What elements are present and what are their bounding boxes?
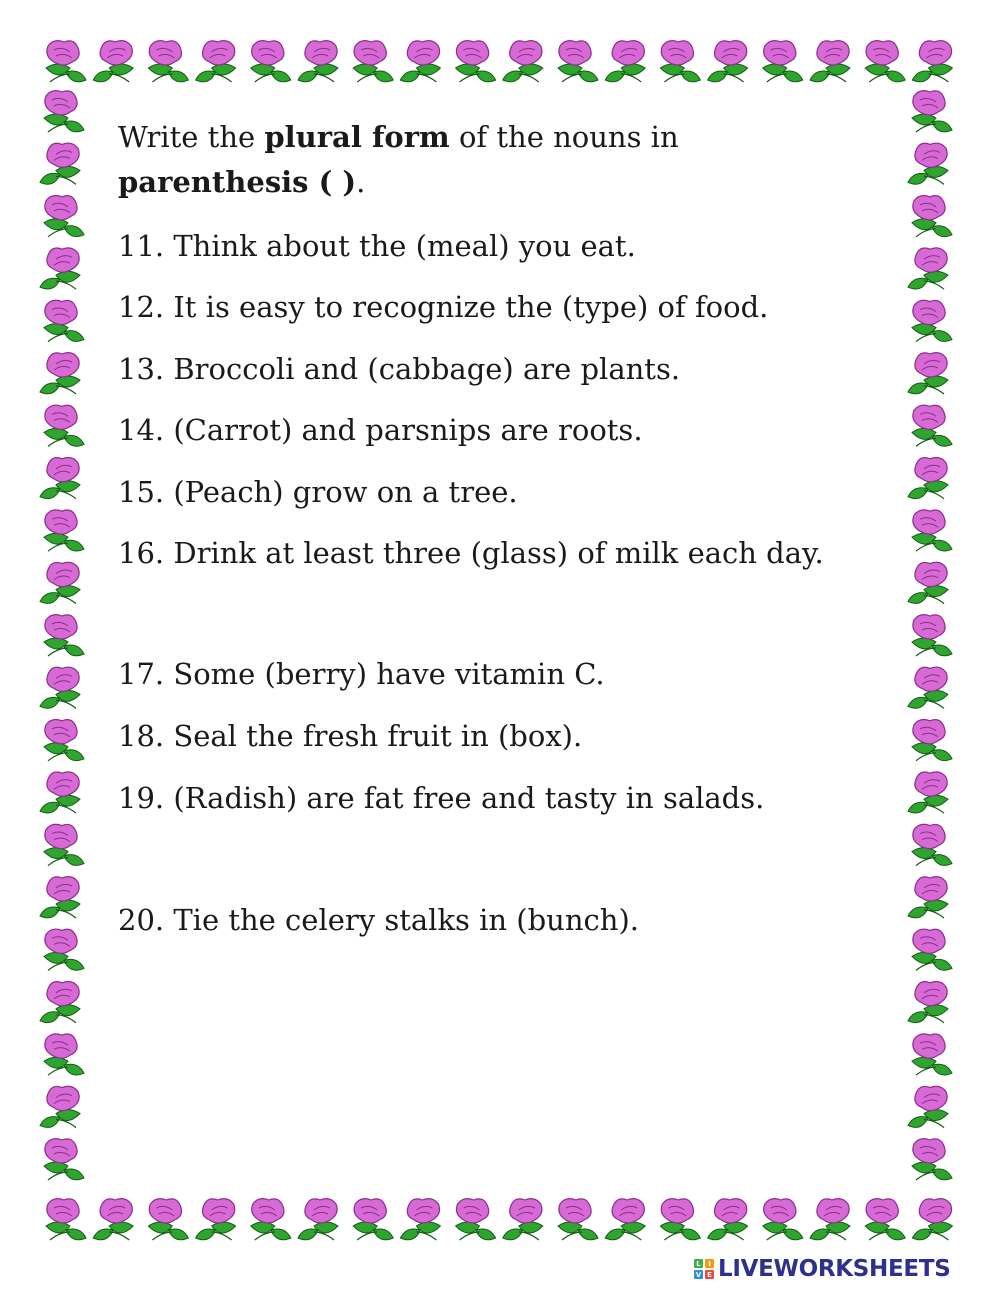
flower-icon [865,41,905,82]
flower-border-bottom [40,1196,960,1246]
flower-icon [40,877,80,918]
question-14: 14. (Carrot) and parsnips are roots. [118,413,643,447]
flower-icon [251,1199,291,1240]
flower-icon [503,41,543,82]
flower-icon [456,1199,496,1240]
flower-icon [708,1199,748,1240]
flower-icon [44,1139,84,1180]
flower-icon [912,91,952,132]
flower-icon [912,1139,952,1180]
question-19: 19. (Radish) are fat free and tasty in salads. [118,781,765,815]
flower-border-top [40,38,960,88]
flower-icon [660,41,700,82]
instruction-middle: of the nouns in [449,120,679,154]
flower-icon [865,1199,905,1240]
flower-icon [763,41,803,82]
question-12: 12. It is easy to recognize the (type) of food. [118,290,769,324]
instruction-text [118,115,888,205]
flower-icon [660,1199,700,1240]
flower-icon [456,41,496,82]
flower-icon [40,981,80,1022]
question-11: 11. Think about the (meal) you eat. [118,229,636,263]
flower-icon [40,248,80,289]
flower-icon [558,41,598,82]
flower-icon [298,41,338,82]
instruction-bold-plural-form: plural form [264,120,450,154]
worksheet-content [118,115,888,937]
flower-icon [251,41,291,82]
question-16: 16. Drink at least three (glass) of milk each day. [118,536,824,570]
flower-icon [196,41,236,82]
flower-icon [503,1199,543,1240]
liveworksheets-logo-icon [694,1259,714,1279]
flower-icon [708,41,748,82]
flower-icon [912,510,952,551]
flower-icon [908,1086,948,1127]
flower-icon [908,143,948,184]
flower-icon [763,1199,803,1240]
question-18: 18. Seal the fresh fruit in (box). [118,719,583,753]
question-15: 15. (Peach) grow on a tree. [118,475,518,509]
flower-icon [44,719,84,760]
flower-icon [44,510,84,551]
flower-icon [44,824,84,865]
flower-icon [810,1199,850,1240]
flower-icon [148,41,188,82]
flower-icon [44,929,84,970]
watermark-text: LIVEWORKSHEETS [718,1256,951,1282]
instruction-bold-parenthesis: parenthesis ( ) [118,165,357,199]
flower-icon [400,41,440,82]
flower-icon [46,1199,86,1240]
flower-icon [40,457,80,498]
instruction-prefix: Write the [118,120,265,154]
flower-icon [44,1034,84,1075]
flower-icon [148,1199,188,1240]
question-13: 13. Broccoli and (cabbage) are plants. [118,352,681,386]
flower-icon [912,615,952,656]
flower-icon [558,1199,598,1240]
flower-icon [908,457,948,498]
flower-icon [40,1086,80,1127]
flower-icon [912,824,952,865]
logo-letter-l: L [694,1259,703,1268]
flower-icon [196,1199,236,1240]
flower-icon [912,195,952,236]
logo-letter-e: E [705,1270,714,1279]
flower-icon [908,353,948,394]
question-17: 17. Some (berry) have vitamin C. [118,657,605,691]
logo-letter-v: V [695,1270,702,1279]
flower-icon [400,1199,440,1240]
flower-border-right [906,88,958,1196]
flower-icon [44,195,84,236]
flower-icon [908,562,948,603]
flower-icon [912,929,952,970]
flower-icon [912,41,952,82]
logo-letter-i: I [705,1259,714,1268]
flower-icon [810,41,850,82]
flower-icon [44,300,84,341]
flower-icon [40,143,80,184]
instruction-suffix: . [356,165,366,199]
flower-icon [44,91,84,132]
flower-icon [908,981,948,1022]
flower-icon [40,667,80,708]
flower-icon [908,772,948,813]
flower-icon [46,41,86,82]
flower-icon [353,1199,393,1240]
flower-icon [605,1199,645,1240]
flower-icon [40,562,80,603]
flower-icon [93,1199,133,1240]
flower-icon [605,41,645,82]
flower-icon [912,300,952,341]
flower-icon [912,1199,952,1240]
flower-icon [908,248,948,289]
liveworksheets-watermark [694,1254,950,1284]
flower-icon [912,1034,952,1075]
flower-icon [40,353,80,394]
question-20: 20. Tie the celery stalks in (bunch). [118,903,639,937]
flower-icon [353,41,393,82]
flower-icon [912,719,952,760]
flower-icon [908,877,948,918]
flower-icon [40,772,80,813]
flower-icon [44,405,84,446]
flower-icon [298,1199,338,1240]
flower-icon [93,41,133,82]
flower-border-left [38,88,90,1196]
flower-icon [44,615,84,656]
flower-icon [912,405,952,446]
flower-icon [908,667,948,708]
